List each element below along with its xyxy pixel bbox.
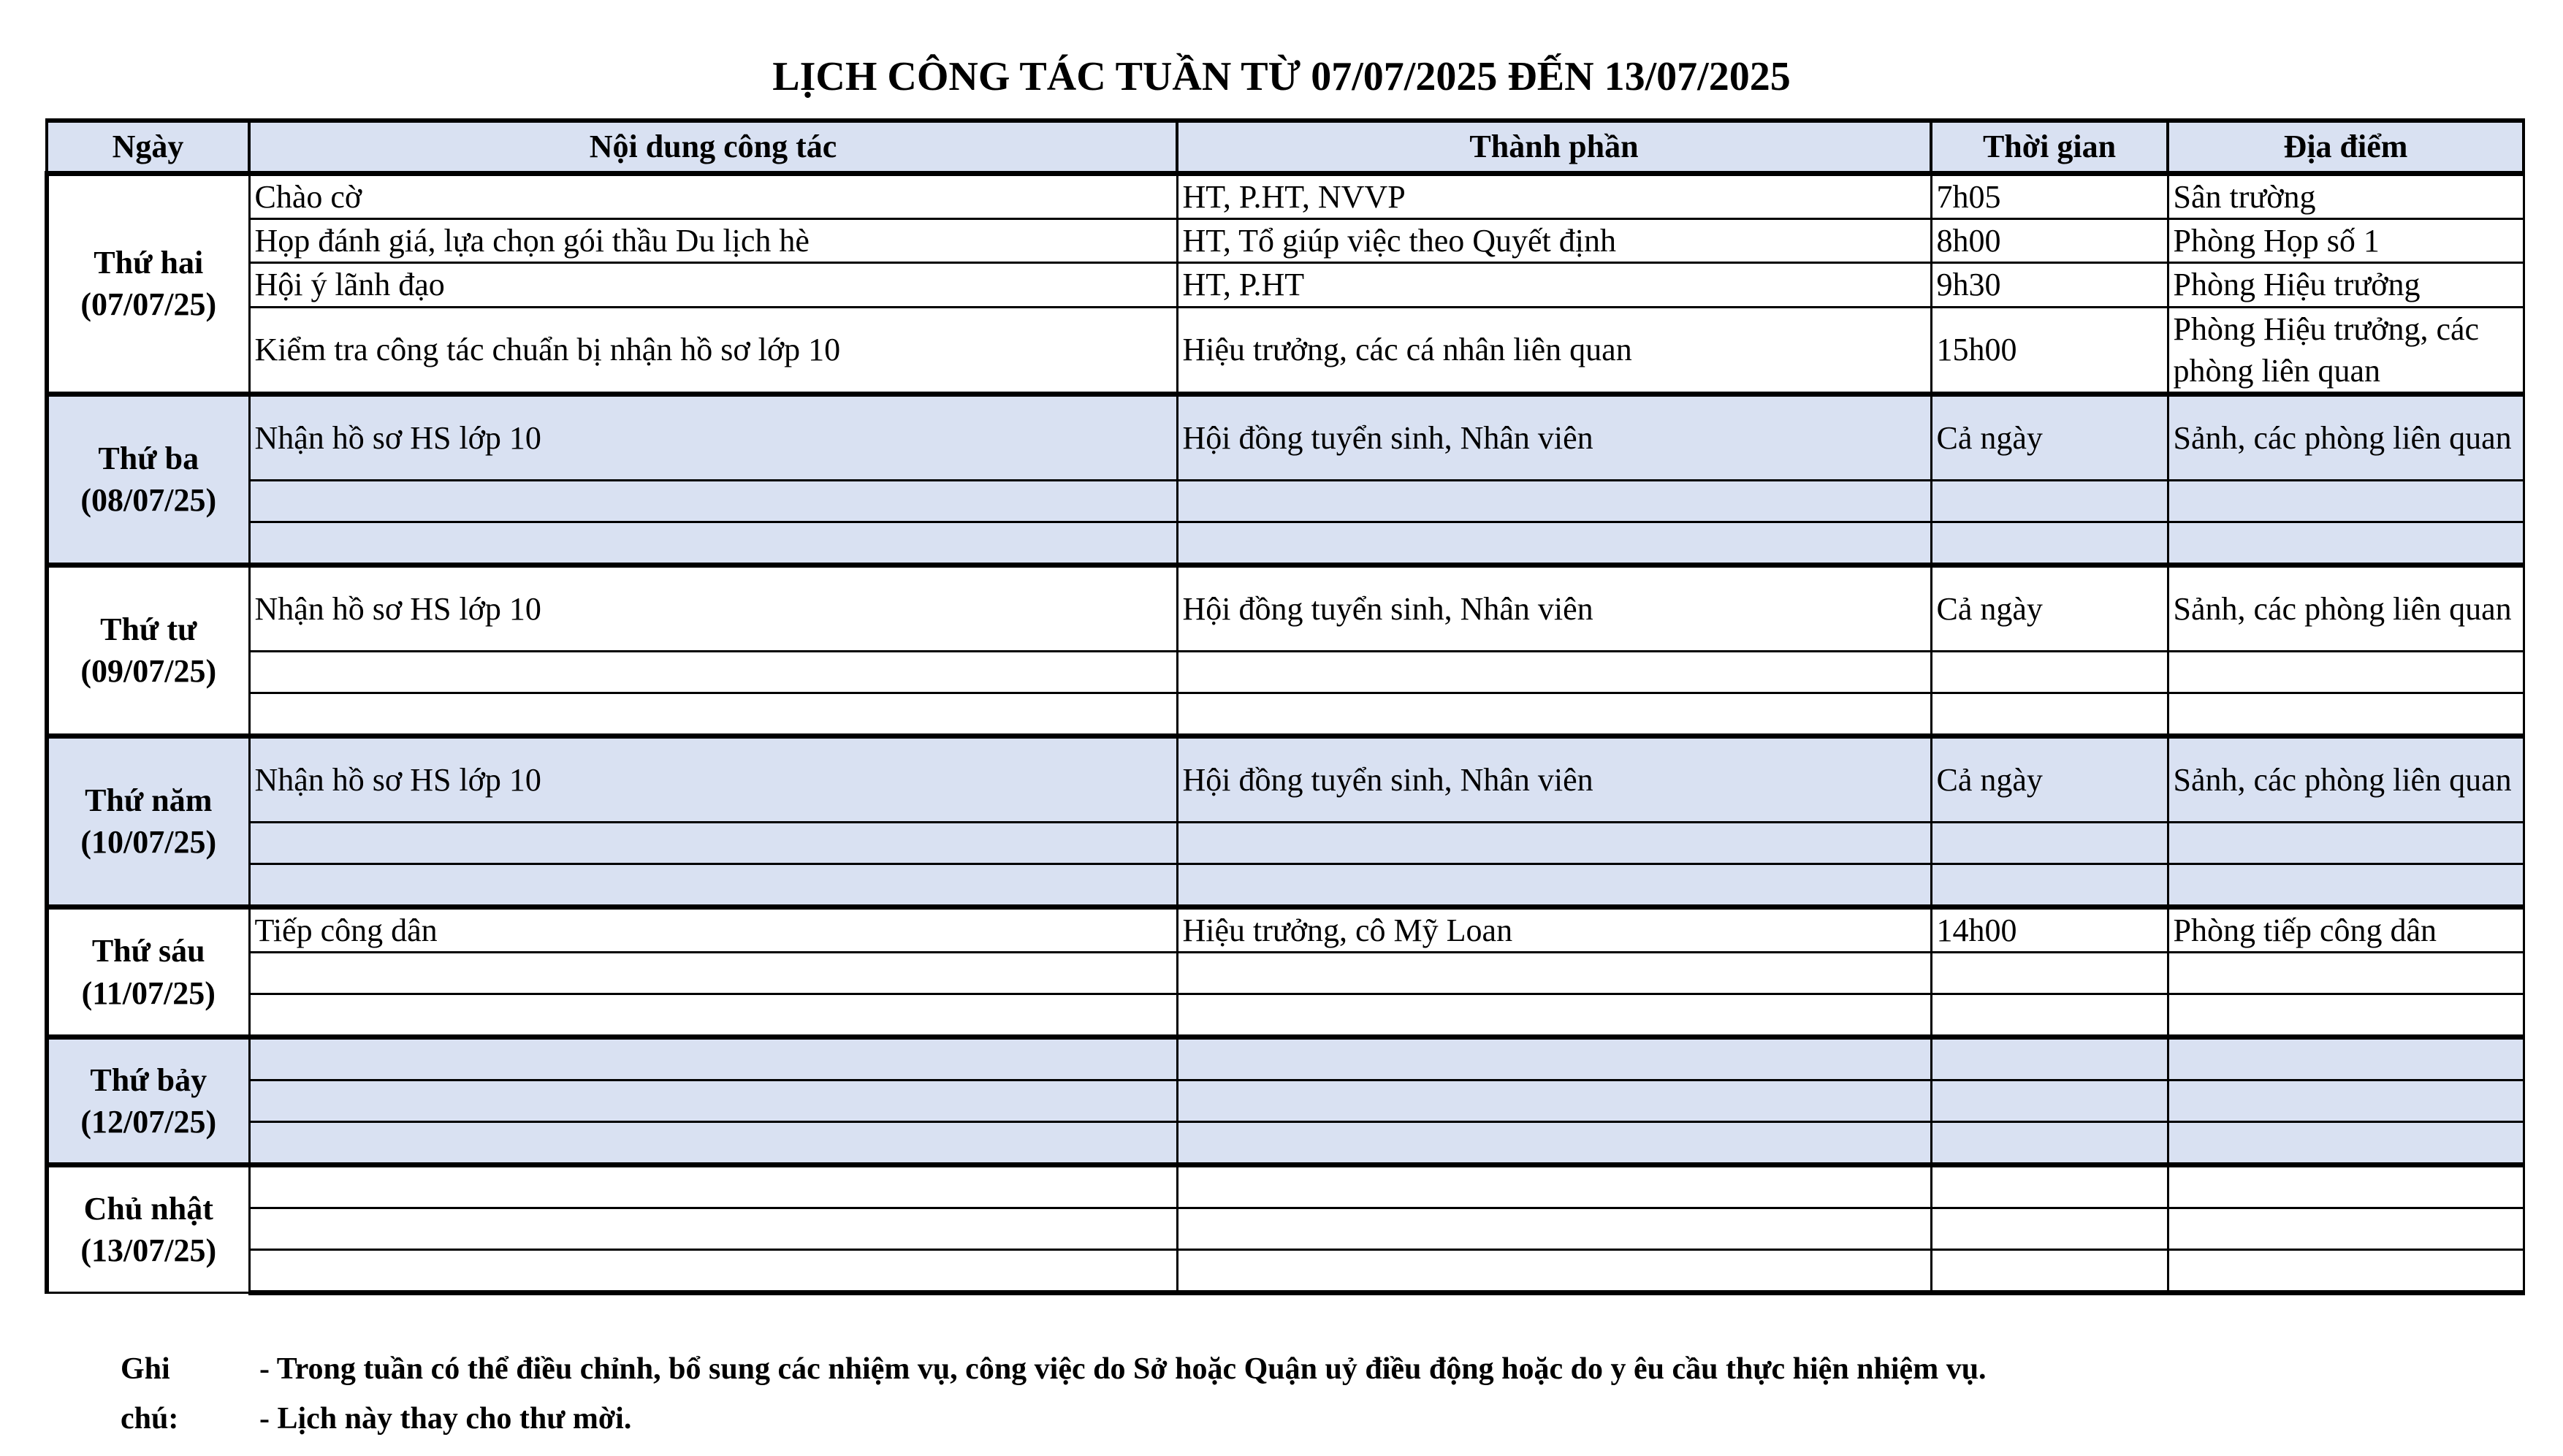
- cell-members: [1177, 1080, 1931, 1122]
- cell-members: Hiệu trưởng, các cá nhân liên quan: [1177, 307, 1931, 394]
- page-title: LỊCH CÔNG TÁC TUẦN TỪ 07/07/2025 ĐẾN 13/07/2025: [772, 54, 1791, 99]
- cell-time: [1931, 994, 2168, 1037]
- cell-time: Cả ngày: [1931, 565, 2168, 651]
- note-line: - Lịch này thay cho thư mời.: [259, 1402, 632, 1436]
- day-date: (10/07/25): [80, 824, 217, 861]
- table-row: [47, 1165, 2524, 1208]
- cell-place: Phòng Họp số 1: [2168, 219, 2524, 263]
- cell-place: [2168, 1122, 2524, 1165]
- cell-members: HT, P.HT, NVVP: [1177, 174, 1931, 219]
- header-place: Địa điểm: [2168, 121, 2524, 174]
- cell-content: [249, 651, 1177, 693]
- table-row: [47, 522, 2524, 565]
- cell-time: 9h30: [1931, 263, 2168, 307]
- day-cell: [47, 565, 249, 736]
- cell-time: [1931, 953, 2168, 994]
- cell-members: [1177, 994, 1931, 1037]
- day-date: (07/07/25): [80, 286, 217, 323]
- cell-place: Sảnh, các phòng liên quan: [2168, 736, 2524, 822]
- day-name: Thứ tư: [100, 611, 197, 648]
- cell-content: Nhận hồ sơ HS lớp 10: [249, 736, 1177, 822]
- day-cell: [47, 394, 249, 565]
- cell-members: [1177, 1122, 1931, 1165]
- cell-time: 8h00: [1931, 219, 2168, 263]
- cell-place: [2168, 522, 2524, 565]
- day-date: (11/07/25): [81, 975, 216, 1011]
- table-row: [47, 651, 2524, 693]
- cell-members: HT, Tổ giúp việc theo Quyết định: [1177, 219, 1931, 263]
- cell-place: Sân trường: [2168, 174, 2524, 219]
- cell-content: Nhận hồ sơ HS lớp 10: [249, 394, 1177, 480]
- day-cell: [47, 736, 249, 907]
- table-row: [47, 1250, 2524, 1293]
- cell-members: [1177, 864, 1931, 907]
- cell-content: [249, 480, 1177, 522]
- cell-members: [1177, 1250, 1931, 1293]
- day-name: Thứ ba: [98, 441, 199, 477]
- day-name: Thứ bảy: [90, 1061, 207, 1098]
- cell-content: [249, 1122, 1177, 1165]
- cell-content: Kiểm tra công tác chuẩn bị nhận hồ sơ lớp 10: [249, 307, 1177, 394]
- table-row: [47, 263, 2524, 307]
- day-cell: [47, 1165, 249, 1293]
- cell-content: [249, 1080, 1177, 1122]
- cell-place: [2168, 1250, 2524, 1293]
- cell-time: [1931, 1165, 2168, 1208]
- cell-content: [249, 1208, 1177, 1250]
- table-row: [47, 822, 2524, 864]
- cell-place: Sảnh, các phòng liên quan: [2168, 394, 2524, 480]
- cell-place: [2168, 1165, 2524, 1208]
- cell-place: [2168, 953, 2524, 994]
- cell-time: [1931, 822, 2168, 864]
- table-row: [47, 907, 2524, 952]
- cell-content: [249, 1250, 1177, 1293]
- cell-content: [249, 953, 1177, 994]
- table-row: [47, 693, 2524, 736]
- cell-place: [2168, 1080, 2524, 1122]
- cell-place: [2168, 1037, 2524, 1080]
- cell-time: Cả ngày: [1931, 736, 2168, 822]
- cell-content: Chào cờ: [249, 174, 1177, 219]
- cell-time: [1931, 864, 2168, 907]
- cell-place: Phòng Hiệu trưởng: [2168, 263, 2524, 307]
- cell-members: [1177, 480, 1931, 522]
- note-line: - Trong tuần có thể điều chỉnh, bổ sung các nhiệm vụ, công việc do Sở hoặc Quận uỷ điều động hoặc do y êu cầu thực hiện nhiệm vụ.: [259, 1352, 1987, 1386]
- cell-content: [249, 522, 1177, 565]
- table-row: [47, 1080, 2524, 1122]
- day-cell: [47, 1037, 249, 1165]
- cell-place: [2168, 1208, 2524, 1250]
- day-date: (12/07/25): [80, 1104, 217, 1140]
- day-date: (08/07/25): [80, 482, 217, 519]
- day-name: Thứ sáu: [91, 933, 205, 969]
- cell-time: 15h00: [1931, 307, 2168, 394]
- table-row: [47, 864, 2524, 907]
- header-members: Thành phần: [1177, 121, 1931, 174]
- cell-time: [1931, 693, 2168, 736]
- cell-time: Cả ngày: [1931, 394, 2168, 480]
- cell-members: [1177, 822, 1931, 864]
- cell-time: 7h05: [1931, 174, 2168, 219]
- cell-members: [1177, 1037, 1931, 1080]
- cell-content: [249, 1037, 1177, 1080]
- table-row: [47, 1208, 2524, 1250]
- day-date: (13/07/25): [80, 1232, 217, 1269]
- cell-time: [1931, 1037, 2168, 1080]
- cell-content: [249, 693, 1177, 736]
- cell-time: [1931, 1250, 2168, 1293]
- day-date: (09/07/25): [80, 653, 217, 690]
- schedule-table: [45, 118, 2525, 1295]
- cell-place: [2168, 480, 2524, 522]
- notes-lines: [259, 1344, 1987, 1444]
- table-row: [47, 174, 2524, 219]
- cell-members: HT, P.HT: [1177, 263, 1931, 307]
- cell-place: Sảnh, các phòng liên quan: [2168, 565, 2524, 651]
- cell-content: [249, 864, 1177, 907]
- cell-time: [1931, 522, 2168, 565]
- cell-content: Nhận hồ sơ HS lớp 10: [249, 565, 1177, 651]
- table-row: [47, 953, 2524, 994]
- cell-content: Tiếp công dân: [249, 907, 1177, 952]
- schedule-body: [47, 174, 2524, 1293]
- table-row: [47, 994, 2524, 1037]
- cell-members: [1177, 1208, 1931, 1250]
- cell-members: [1177, 693, 1931, 736]
- cell-content: [249, 994, 1177, 1037]
- cell-members: [1177, 522, 1931, 565]
- day-name: Thứ hai: [94, 245, 204, 281]
- table-row: [47, 480, 2524, 522]
- cell-time: [1931, 1080, 2168, 1122]
- notes-label: Ghi chú:: [121, 1352, 179, 1436]
- cell-time: [1931, 1122, 2168, 1165]
- cell-place: [2168, 822, 2524, 864]
- header-time: Thời gian: [1931, 121, 2168, 174]
- cell-members: Hội đồng tuyển sinh, Nhân viên: [1177, 736, 1931, 822]
- cell-content: [249, 822, 1177, 864]
- table-row: [47, 307, 2524, 394]
- header-content: Nội dung công tác: [249, 121, 1177, 174]
- cell-time: [1931, 651, 2168, 693]
- table-row: [47, 1037, 2524, 1080]
- cell-time: 14h00: [1931, 907, 2168, 952]
- cell-content: Họp đánh giá, lựa chọn gói thầu Du lịch hè: [249, 219, 1177, 263]
- cell-time: [1931, 480, 2168, 522]
- cell-place: Phòng Hiệu trưởng, các phòng liên quan: [2168, 307, 2524, 394]
- header-row: [47, 121, 2524, 174]
- cell-place: [2168, 693, 2524, 736]
- table-row: [47, 736, 2524, 822]
- cell-members: [1177, 651, 1931, 693]
- table-row: [47, 394, 2524, 480]
- cell-members: Hiệu trưởng, cô Mỹ Loan: [1177, 907, 1931, 952]
- cell-place: [2168, 651, 2524, 693]
- cell-place: Phòng tiếp công dân: [2168, 907, 2524, 952]
- cell-members: Hội đồng tuyển sinh, Nhân viên: [1177, 565, 1931, 651]
- cell-content: [249, 1165, 1177, 1208]
- cell-time: [1931, 1208, 2168, 1250]
- table-row: [47, 219, 2524, 263]
- table-row: [47, 565, 2524, 651]
- cell-place: [2168, 994, 2524, 1037]
- header-day: Ngày: [47, 121, 249, 174]
- cell-members: [1177, 1165, 1931, 1208]
- cell-members: Hội đồng tuyển sinh, Nhân viên: [1177, 394, 1931, 480]
- table-row: [47, 1122, 2524, 1165]
- day-name: Thứ năm: [85, 782, 213, 819]
- day-cell: [47, 174, 249, 395]
- cell-members: [1177, 953, 1931, 994]
- day-name: Chủ nhật: [83, 1190, 213, 1227]
- cell-content: Hội ý lãnh đạo: [249, 263, 1177, 307]
- cell-place: [2168, 864, 2524, 907]
- day-cell: [47, 907, 249, 1037]
